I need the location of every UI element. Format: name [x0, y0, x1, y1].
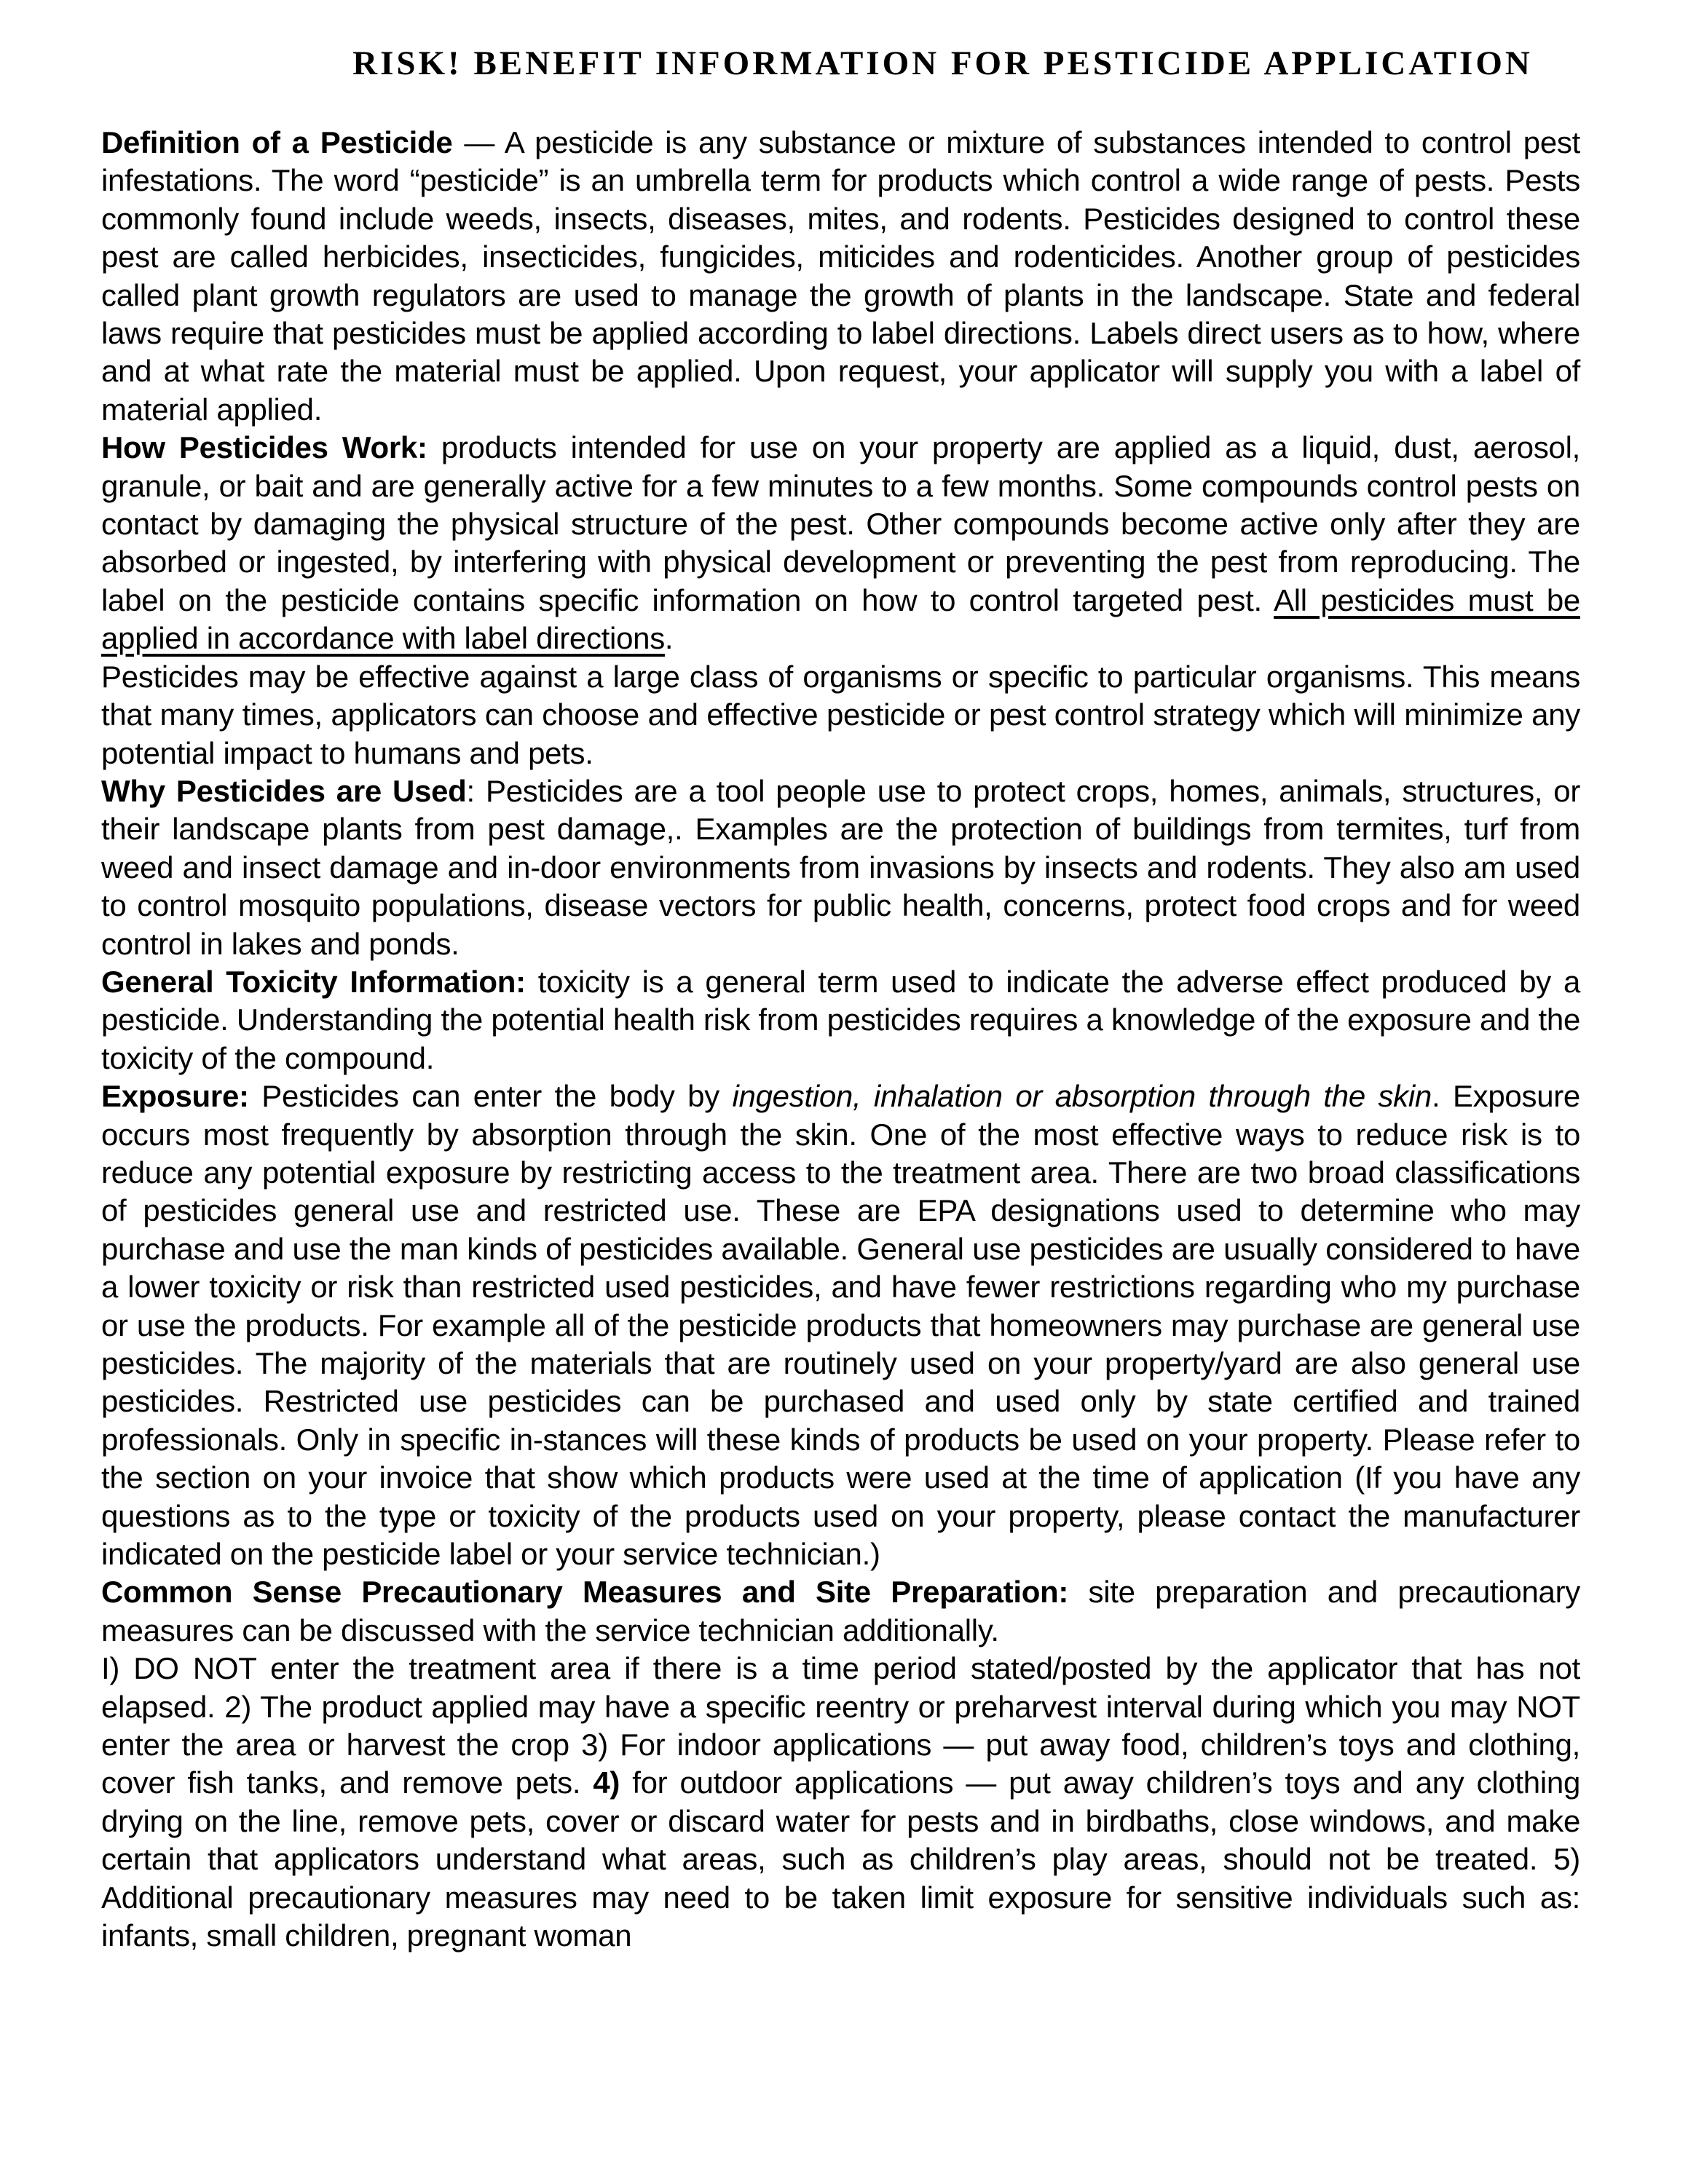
text-segment: for outdoor applications — put away children’s toys and any clothing drying on the line, remove pets, cover or discard water for pests and in birdbaths, close windows, and make certain that applicators understand what areas, such as children’s play areas, should not be treated. 5) Additional precautionary measures may need to be taken limit exposure for sensitive individuals such as: infants, small children, pregnant woman — [101, 1765, 1580, 1953]
paragraph — [101, 658, 1580, 772]
paragraph — [101, 1650, 1580, 1955]
text-segment: Pesticides may be effective against a large class of organisms or specific to particular organisms. This means that many times, applicators can choose and effective pesticide or pest control strategy which will minimize any potential impact to humans and pets. — [101, 659, 1580, 770]
text-segment: Pesticides can enter the body by — [261, 1079, 733, 1114]
paragraph — [101, 963, 1580, 1077]
text-segment: : Pesticides are a tool people use to protect crops, homes, animals, structures, or their landscape plants from pest damage,. Examples are the protection of buildings from termites, turf from weed and insect damage and in-door environments from invasions by insects and rodents. They also am used to control mosquito populations, disease vectors for public health, concerns, protect food crops and for weed control in lakes and ponds. — [101, 773, 1581, 961]
paragraph — [101, 429, 1580, 657]
paragraph — [101, 772, 1580, 963]
text-segment: . Exposure occurs most frequently by absorption through the skin. One of the most effective ways to reduce risk is to reduce any potential exposure by restricting access to the treatment area. There are two broad classifications of pesticides general use and restricted use. These are EPA designations used to determine who may purchase and use the man kinds of pesticides available. General use pesticides are usually considered to have a lower toxicity or risk than restricted used pesticides, and have fewer restrictions regarding who my purchase or use the products. For example all of the pesticide products that homeowners may purchase are general use pesticides. The majority of the materials that are routinely used on your property/yard are also general use pesticides. Restricted use pesticides can be purchased and used only by state certified and trained professionals. Only in specific in-stances will these kinds of products be used on your property. Please refer to the section on your invoice that show which products were used at the time of application (If you have any questions as to the type or toxicity of the products used on your property, please contact the manufacturer indicated on the pesticide label or your service technician.) — [101, 1079, 1580, 1572]
text-segment: Definition of a Pesticide — [101, 125, 453, 159]
page-title: RISK! BENEFIT INFORMATION FOR PESTICIDE APPLICATION — [352, 44, 1533, 82]
text-segment: 4) — [593, 1765, 620, 1800]
text-segment: products intended for use on your property are applied as a liquid, dust, aerosol, granule, or bait and are generally active for a few minutes to a few months. Some compounds control pests on contact by damaging the physical structure of the pest. Other compounds become active only after they are absorbed or ingested, by interfering with physical development or preventing the pest from reproducing. The label on the pesticide contains specific information on how to control targeted pest. — [101, 430, 1580, 617]
text-segment: General Toxicity Information: — [101, 964, 538, 999]
text-segment: How Pesticides Work: — [101, 430, 441, 465]
paragraph — [101, 124, 1580, 429]
paragraph — [101, 1077, 1580, 1573]
text-segment: Why Pesticides are Used — [101, 773, 467, 808]
paragraph — [101, 1573, 1580, 1650]
text-segment: site preparation and precautionary measures can be discussed with the service technician additionally. — [101, 1575, 1580, 1647]
text-segment: Common Sense Precautionary Measures and Site Preparation: — [101, 1575, 1089, 1610]
text-segment: toxicity is a general term used to indicate the adverse effect produced by a pesticide. Understanding the potential health risk from pesticides requires a knowledge of the exposure and the toxicity of the compound. — [101, 964, 1581, 1075]
text-segment: I) DO NOT enter the treatment area if there is a time period stated/posted by the applicator that has not elapsed. 2) The product applied may have a specific reentry or preharvest interval during which you may NOT enter the area or harvest the crop 3) For indoor applications — put away food, children’s toys and clothing, cover fish tanks, and remove pets. — [101, 1651, 1580, 1800]
text-segment: ingestion, inhalation or absorption through the skin — [732, 1079, 1432, 1114]
text-segment: Exposure: — [101, 1079, 262, 1114]
document-body — [101, 124, 1580, 1955]
text-segment: — A pesticide is any substance or mixture of substances intended to control pest infestations. The word “pesticide” is an umbrella term for products which control a wide range of pests. Pests commonly found include weeds, insects, diseases, mites, and rodents. Pesticides designed to control these pest are called herbicides, insecticides, fungicides, miticides and rodenticides. Another group of pesticides called plant growth regulators are used to manage the growth of plants in the landscape. State and federal laws require that pesticides must be applied according to label directions. Labels direct users as to how, where and at what rate the material must be applied. Upon request, your applicator will supply you with a label of material applied. — [101, 125, 1580, 427]
text-segment: All pesticides must be applied in accordance with label directions — [101, 582, 1580, 656]
text-segment: . — [664, 621, 674, 656]
